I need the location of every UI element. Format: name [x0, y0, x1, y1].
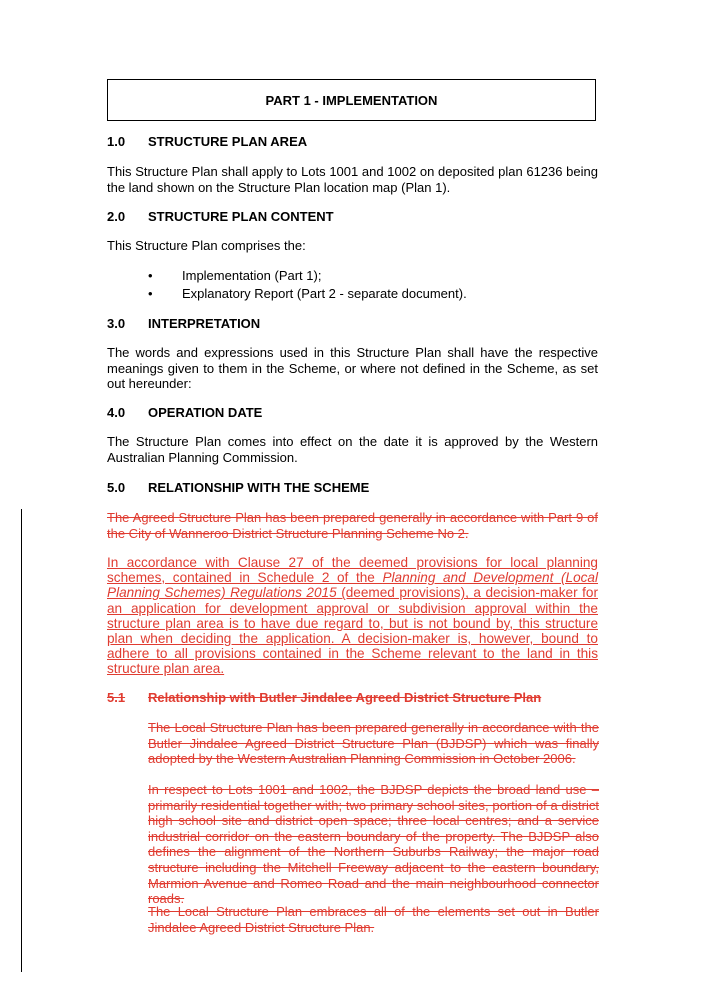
inserted-text: (deemed provisions), a decision-maker for an application for development approval or subdivision approval within the structure plan area is to have due regard to, but is not bound by, this structure plan when deciding the application. A decision-maker is, however, bound to adhere to all provisions contained in the Scheme relevant to the land in this structure plan area.	[107, 585, 598, 677]
inserted-paragraph	[107, 555, 598, 677]
section-1-body: This Structure Plan shall apply to Lots 1001 and 1002 on deposited plan 61236 being the land shown on the Structure Plan location map (Plan 1).	[107, 164, 598, 195]
section-3-body: The words and expressions used in this Structure Plan shall have the respective meanings given to them in the Scheme, or where not defined in the Scheme, as set out hereunder:	[107, 345, 598, 392]
list-item: Implementation (Part 1);	[182, 268, 322, 283]
section-number: 5.0	[107, 480, 126, 495]
inserted-text: In accordance with Clause 27 of the deemed provisions for local planning schemes, contained in Schedule 2 of the	[107, 555, 598, 586]
section-number: 1.0	[107, 134, 126, 149]
section-number: 2.0	[107, 209, 126, 224]
revision-change-bar	[21, 509, 22, 972]
section-number: 5.1	[107, 690, 126, 705]
section-number: 3.0	[107, 316, 126, 331]
section-4-body: The Structure Plan comes into effect on the date it is approved by the Western Australian Planning Commission.	[107, 434, 598, 465]
section-title: STRUCTURE PLAN AREA	[148, 134, 308, 149]
deleted-paragraph: The Local Structure Plan has been prepared generally in accordance with the Butler Jindalee Agreed District Structure Plan (BJDSP) which was finally adopted by the Western Australian Planning Commission in October 2006.	[148, 720, 599, 767]
regulations-title: Planning and Development (Local Planning Schemes) Regulations 2015	[107, 570, 599, 601]
section-number: 4.0	[107, 405, 126, 420]
deleted-paragraph: In respect to Lots 1001 and 1002, the BJDSP depicts the broad land use – primarily residential together with; two primary school sites, portion of a district high school site and district open space; three local centres; and a service industrial corridor on the eastern boundary of the property. The BJDSP also defines the alignment of the Northern Suburbs Railway; the major road structure including the Mitchell Freeway adjacent to the eastern boundary, Marmion Avenue and Romeo Road and the main neighbourhood connector roads.	[148, 782, 599, 907]
section-title: OPERATION DATE	[148, 405, 263, 420]
deleted-paragraph: The Local Structure Plan embraces all of the elements set out in Butler Jindalee Agreed District Structure Plan.	[148, 904, 599, 935]
section-2-body: This Structure Plan comprises the:	[107, 238, 306, 253]
bullet-icon: •	[148, 286, 153, 301]
section-title: INTERPRETATION	[148, 316, 261, 331]
list-item: Explanatory Report (Part 2 - separate document).	[182, 286, 467, 301]
section-title: Relationship with Butler Jindalee Agreed District Structure Plan	[148, 690, 542, 705]
deleted-paragraph: The Agreed Structure Plan has been prepared generally in accordance with Part 9 of the City of Wanneroo District Structure Planning Scheme No 2.	[107, 510, 598, 541]
part-title: PART 1 - IMPLEMENTATION	[265, 92, 438, 108]
part-title-box	[107, 79, 596, 121]
bullet-icon: •	[148, 268, 153, 283]
section-title: STRUCTURE PLAN CONTENT	[148, 209, 334, 224]
section-title: RELATIONSHIP WITH THE SCHEME	[148, 480, 370, 495]
